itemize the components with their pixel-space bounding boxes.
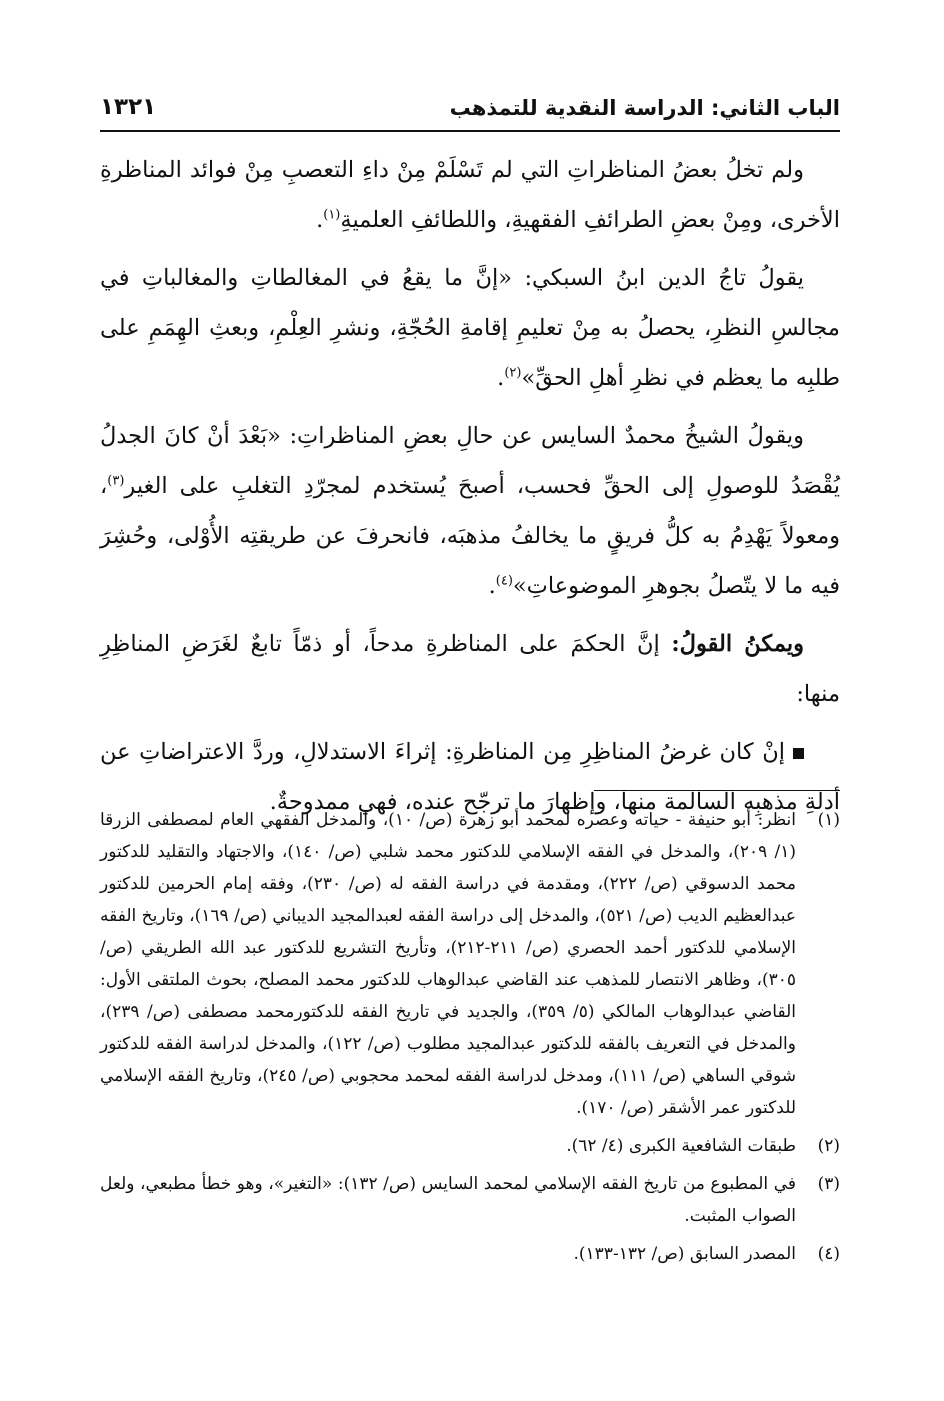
page-header <box>100 92 840 132</box>
paragraph-3-text: ويقولُ الشيخُ محمدٌ السايس عن حالِ بعضِ المناظراتِ: «بَعْدَ أنْ كانَ الجدلُ يُقْصَدُ للوصولِ إلى الحقِّ فحسب، أصبحَ يُستخدم لمجرّدِ التغلبِ على الغير <box>100 423 840 499</box>
footnote-text: المصدر السابق (ص/ ١٣٢-١٣٣). <box>573 1244 796 1264</box>
footnote-number: (٢) <box>817 1136 840 1156</box>
paragraph-3 <box>100 411 840 611</box>
footnote-separator <box>594 790 840 791</box>
paragraph-2-text: يقولُ تاجُ الدين ابنُ السبكي: «إنَّ ما يقعُ في المغالطاتِ والمغالباتِ في مجالسِ النظرِ، يحصلُ به مِنْ تعليمِ إقامةِ الحُجّةِ، ونشرِ العِلْمِ، وبعثِ الهِمَمِ على طلبِه ما يعظم في نظرِ أهلِ الحقِّ» <box>100 265 840 391</box>
footnote <box>100 1238 840 1270</box>
paragraph-4-lead: ويمكنُ القولُ: <box>671 631 804 657</box>
paragraph-1-text: ولم تخلُ بعضُ المناظراتِ التي لم تَسْلَمْ مِنْ داءِ التعصبِ مِنْ فوائد المناظرةِ الأخرى، ومِنْ بعضِ الطرائفِ الفقهيةِ، واللطائفِ العلميةِ <box>100 157 840 233</box>
paragraph-1 <box>100 145 840 245</box>
footnote-ref-1: (١) <box>323 207 341 223</box>
paragraph-4-text: إنَّ الحكمَ على المناظرةِ مدحاً، أو ذمّاً تابعٌ لغَرَضِ المناظِرِ منها: <box>100 631 840 707</box>
main-text <box>100 145 840 835</box>
footnote-ref-3: (٣) <box>107 473 125 489</box>
footnote-number: (٣) <box>817 1174 840 1194</box>
page-number: ١٣٢١ <box>100 94 157 120</box>
footnote-number: (١) <box>817 810 840 830</box>
footnote <box>100 1168 840 1232</box>
paragraph-3-end: . <box>488 573 496 599</box>
footnote-text: طبقات الشافعية الكبرى (٤/ ٦٢). <box>566 1136 796 1156</box>
footnote <box>100 804 840 1124</box>
paragraph-5-text: إنْ كان غرضُ المناظِرِ مِن المناظرةِ: إثراءَ الاستدلالِ، وردَّ الاعتراضاتِ عن أدلةِ مذهبِه السالمة منها، وإظهارَ ما ترجّح عنده، فهي ممدوحةٌ. <box>100 739 840 815</box>
footnote <box>100 1130 840 1162</box>
footnote-ref-2: (٢) <box>504 365 522 381</box>
chapter-title: الباب الثاني: الدراسة النقدية للتمذهب <box>449 96 840 120</box>
paragraph-4 <box>100 619 840 719</box>
paragraph-3-text-cont: ، ومعولاً يَهْدِمُ به كلُّ فريقٍ ما يخالفُ مذهبَه، فانحرفَ عن طريقتِه الأُوْلى، وحُشِرَ فيه ما لا يتّصلُ بجوهرِ الموضوعاتِ» <box>100 473 840 599</box>
paragraph-1-end: . <box>316 207 324 233</box>
paragraph-2 <box>100 253 840 403</box>
footnote-ref-4: (٤) <box>495 573 513 589</box>
footnote-text: انظر: أبو حنيفة - حياته وعصره لمحمد أبو زهرة (ص/ ١٠)، والمدخل الفقهي العام لمصطفى الزرقا (١/ ٢٠٩)، والمدخل في الفقه الإسلامي للدكتور محمد شلبي (ص/ ١٤٠)، والاجتهاد والتقليد للدكتور محمد الدسوقي (ص/ ٢٢٢)، ومقدمة في دراسة الفقه له (ص/ ٢٣٠)، وفقه إمام الحرمين للدكتور عبدالعظيم الديب (ص/ ٥٢١)، والمدخل إلى دراسة الفقه لعبدالمجيد الديباني (ص/ ١٦٩)، وتاريخ الفقه الإسلامي للدكتور أحمد الحصري (ص/ ٢١١-٢١٢)، وتأريخ التشريع للدكتور عبد الله الطريقي (ص/ ٣٠٥)، وظاهر الانتصار للمذهب عند القاضي عبدالوهاب للدكتور محمد المصلح، بحوث الملتقى الأول: القاضي عبدالوهاب المالكي (٥/ ٣٥٩)، والجديد في تاريخ الفقه للدكتورمحمد مصطفى (ص/ ٢٣٩)، والمدخل في التعريف بالفقه للدكتور عبدالمجيد مطلوب (ص/ ١٢٢)، والمدخل لدراسة الفقه للدكتور شوقي الساهي (ص/ ١١١)، ومدخل لدراسة الفقه لمحمد محجوبي (ص/ ٢٤٥)، وتاريخ الفقه الإسلامي للدكتور عمر الأشقر (ص/ ١٧٠). <box>100 810 796 1118</box>
paragraph-2-end: . <box>497 365 505 391</box>
footnote-number: (٤) <box>817 1244 840 1264</box>
footnotes <box>100 804 840 1276</box>
square-bullet-icon <box>793 748 804 759</box>
footnote-text: في المطبوع من تاريخ الفقه الإسلامي لمحمد السايس (ص/ ١٣٢): «التغير»، وهو خطأ مطبعي، ولعل الصواب المثبت. <box>100 1174 796 1226</box>
